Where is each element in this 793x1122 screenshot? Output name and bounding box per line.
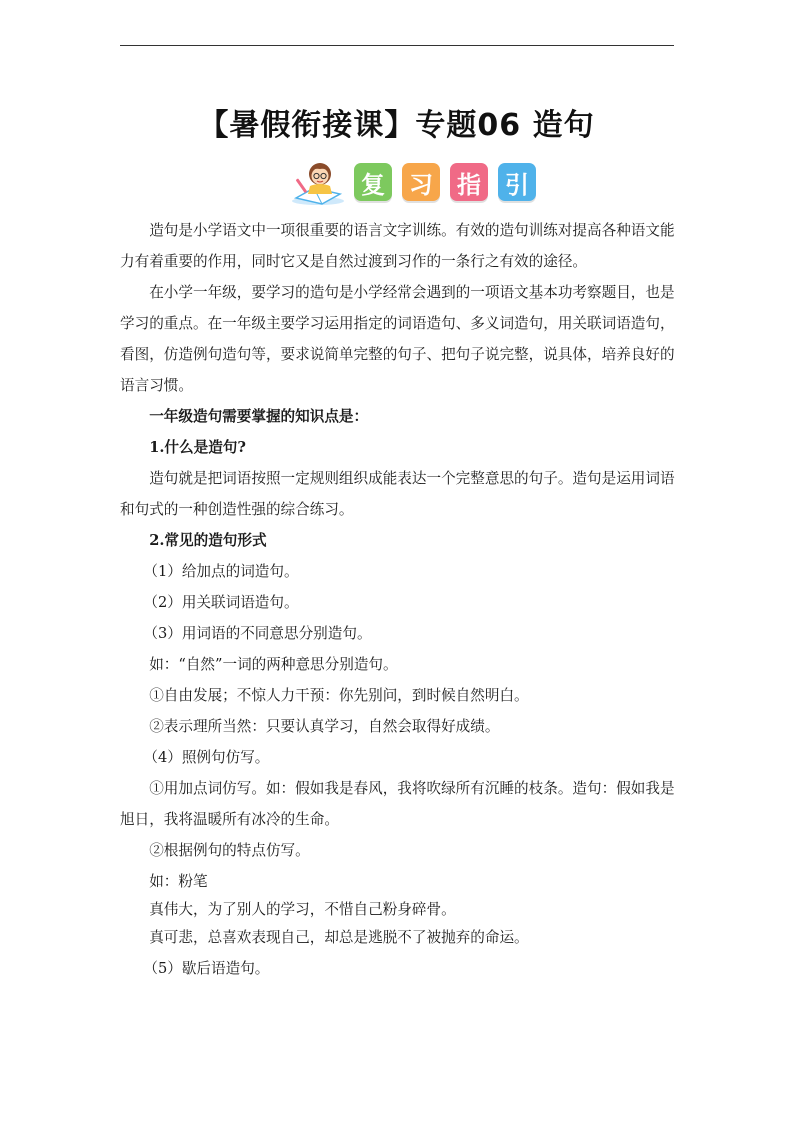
tile-yin-text: 引 xyxy=(505,170,529,199)
chalk-sentence-1: 真伟大，为了别人的学习，不惜自己粉身碎骨。 xyxy=(149,901,456,918)
list-item-1: （1）给加点的词造句。 xyxy=(143,563,299,580)
header-rule xyxy=(120,45,674,46)
example-ziran-2: ②表示理所当然：只要认真学习，自然会取得好成绩。 xyxy=(149,718,500,735)
chalk-sentence-2: 真可悲，总喜欢表现自己，却总是逃脱不了被抛弃的命运。 xyxy=(149,929,529,946)
tile-fu-text: 复 xyxy=(361,170,385,199)
list-item-5: （5）歇后语造句。 xyxy=(143,960,270,977)
list-item-4-1: ①用加点词仿写。如：假如我是春风，我将吹绿所有沉睡的枝条。造句：假如我是旭日，我将温暖所有冰冷的生命。 xyxy=(120,780,675,828)
definition-paragraph: 造句就是把词语按照一定规则组织成能表达一个完整意思的句子。造句是运用词语和句式的一种创造性强的综合练习。 xyxy=(120,470,675,518)
intro-paragraph-1: 造句是小学语文中一项很重要的语言文字训练。有效的造句训练对提高各种语文能力有着重要的作用，同时它又是自然过渡到习作的一条行之有效的途径。 xyxy=(120,222,675,270)
tile-zhi xyxy=(450,163,488,201)
student-reading-icon xyxy=(288,158,346,206)
example-ziran-1: ①自由发展；不惊人力干预：你先别问，到时候自然明白。 xyxy=(149,687,529,704)
review-guide-banner xyxy=(288,158,546,206)
section-heading-main: 一年级造句需要掌握的知识点是： xyxy=(149,408,369,425)
tile-xi xyxy=(402,163,440,201)
tile-yin xyxy=(498,163,536,201)
tile-zhi-text: 指 xyxy=(457,170,481,199)
list-item-4: （4）照例句仿写。 xyxy=(143,749,270,766)
page-title: 【暑假衔接课】专题06 造句 xyxy=(198,108,595,143)
document-body xyxy=(120,215,676,984)
example-chalk: 如：粉笔 xyxy=(149,873,208,890)
list-item-3: （3）用词语的不同意思分别造句。 xyxy=(143,625,372,642)
intro-paragraph-2: 在小学一年级，要学习的造句是小学经常会遇到的一项语文基本功考察题目，也是学习的重点。在一年级主要学习运用指定的词语造句、多义词造句，用关联词语造句，看图，仿造例句造句等，要求说简单完整的句子、把句子说完整，说具体，培养良好的语言习惯。 xyxy=(120,284,675,394)
tile-xi-text: 习 xyxy=(409,170,433,199)
list-item-2: （2）用关联词语造句。 xyxy=(143,594,299,611)
section-heading-1: 1.什么是造句? xyxy=(149,439,246,456)
tile-fu xyxy=(354,163,392,201)
list-item-4-2: ②根据例句的特点仿写。 xyxy=(149,842,310,859)
section-heading-2: 2.常见的造句形式 xyxy=(149,532,267,549)
example-ziran: 如：“自然”一词的两种意思分别造句。 xyxy=(149,656,398,673)
